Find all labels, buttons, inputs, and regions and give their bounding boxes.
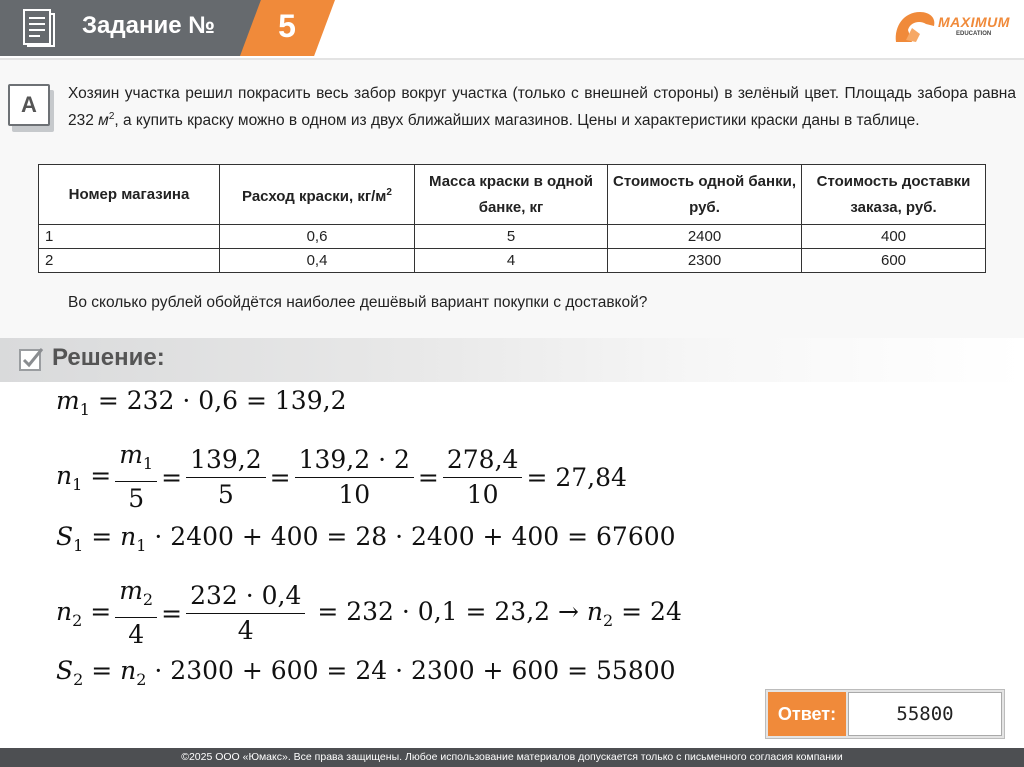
table-cell: 600 [802, 249, 986, 273]
equation-n2: $n_2$ = $\frac{m_2}{4}$ = $\frac{232 \cdot 0,4}{4}$ = $232 \cdot 0,1 = 23,2 \to n_2 = 24$ [56, 576, 682, 649]
table-cell: 1 [39, 225, 220, 249]
table-cell: 0,4 [220, 249, 415, 273]
table-cell: 4 [415, 249, 608, 273]
logo-subtext: EDUCATION [956, 31, 992, 37]
table-cell: 2300 [608, 249, 802, 273]
table-cell: 2 [39, 249, 220, 273]
table-cell: 0,6 [220, 225, 415, 249]
logo-text: MAXIMUM [938, 14, 1010, 30]
table-header: Номер магазина [39, 165, 220, 225]
equation-n1: $n_1$ = $\frac{m_1}{5}$ = $\frac{139,2}{5}$ = $\frac{139,2 \cdot 2}{10}$ = $\frac{278,4}{10}$ = 27,84 [56, 440, 627, 513]
table-row [39, 225, 986, 249]
table-header: Стоимость доставки заказа, руб. [802, 165, 986, 225]
table-cell: 5 [415, 225, 608, 249]
document-icon [22, 8, 56, 48]
equation-m1: $m_1 = 232 \cdot 0,6 = 139,2$ [56, 386, 347, 419]
table-header: Расход краски, $кг/м^2$ [220, 165, 415, 225]
checkmark-icon [18, 346, 44, 372]
table-header-row [39, 165, 986, 225]
answer-label: Ответ: [768, 692, 846, 736]
shops-table [38, 164, 986, 273]
equation-s1: $S_1 = n_1 \cdot 2400 + 400 = 28 \cdot 2400 + 400 = 67600$ [56, 522, 676, 555]
problem-statement: Хозяин участка решил покрасить весь забор вокруг участка (только с внешней стороны) в зелёный цвет. Площадь забора равна 232 $м^2$, а купить краску можно в одном из двух ближайших магазинов. Цены и характеристики краски даны в таблице. [68, 85, 1016, 130]
answer-field[interactable]: 55800 [848, 692, 1002, 736]
task-title: Задание № [82, 12, 215, 39]
equation-s2: $S_2 = n_2 \cdot 2300 + 600 = 24 \cdot 2300 + 600 = 55800$ [56, 656, 676, 689]
copyright-footer: ©2025 ООО «Юмакс». Все права защищены. Любое использование материалов допускается только с письменного согласия компании [0, 748, 1024, 767]
level-badge: A [8, 84, 50, 126]
table-row [39, 249, 986, 273]
solution-title: Решение: [52, 344, 165, 371]
problem-question: Во сколько рублей обойдётся наиболее дешёвый вариант покупки с доставкой? [68, 294, 648, 311]
table-header: Масса краски в одной банке, кг [415, 165, 608, 225]
task-number: 5 [278, 8, 296, 44]
table-cell: 2400 [608, 225, 802, 249]
table-cell: 400 [802, 225, 986, 249]
table-header: Стоимость одной банки, руб. [608, 165, 802, 225]
